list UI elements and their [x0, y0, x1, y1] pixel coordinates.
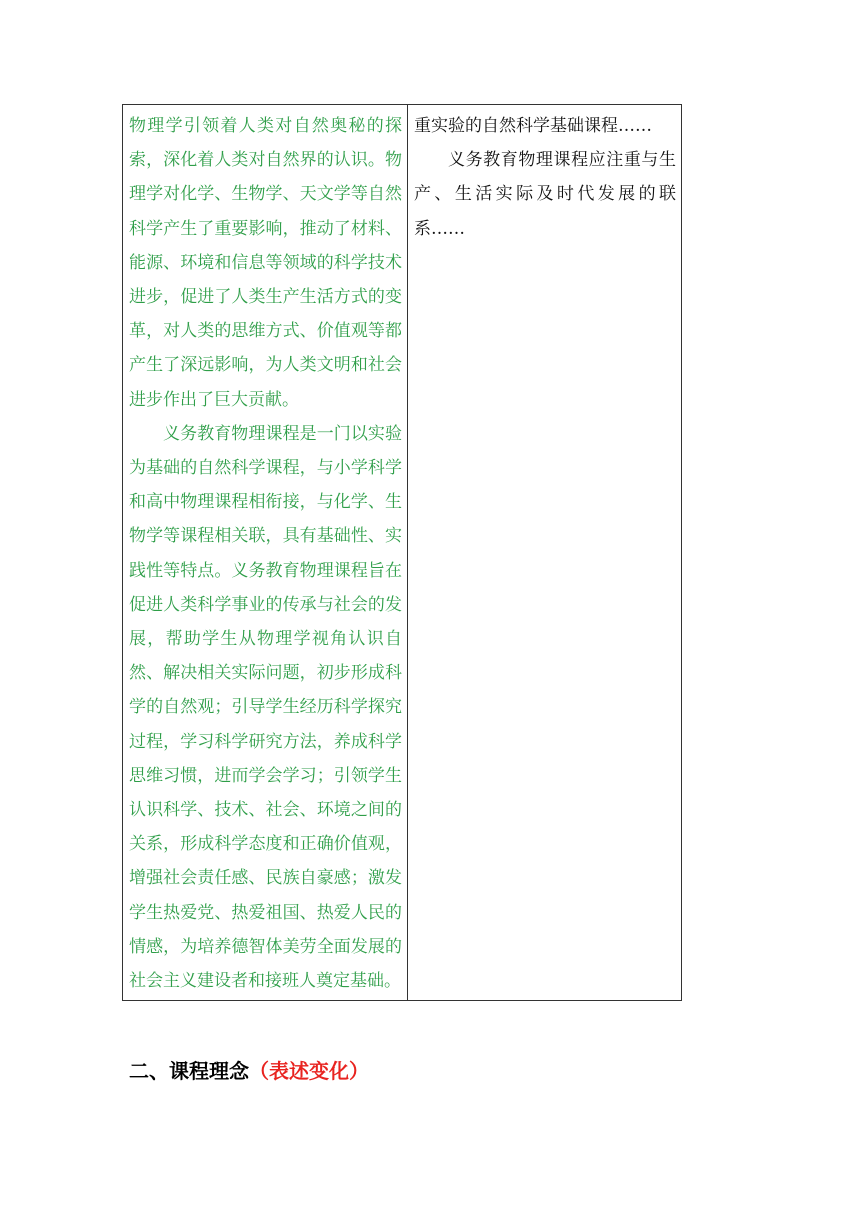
section-heading	[129, 1055, 369, 1084]
section-title: 二、课程理念	[129, 1059, 249, 1083]
new-standard-paragraph-1: 物理学引领着人类对自然奥秘的探索，深化着人类对自然界的认识。物理学对化学、生物学、天文学等自然科学产生了重要影响，推动了材料、能源、环境和信息等领域的科学技术进步，促进了人类生产生活方式的变革，对人类的思维方式、价值观等都产生了深远影响，为人类文明和社会进步作出了巨大贡献。	[129, 116, 402, 410]
old-standard-paragraph-1: 重实验的自然科学基础课程……	[414, 116, 652, 136]
old-standard-cell	[408, 105, 682, 1001]
section-note: （表述变化）	[249, 1059, 369, 1083]
old-standard-paragraph-2: 义务教育物理课程应注重与生产、生活实际及时代发展的联系……	[414, 150, 676, 239]
table-row	[123, 105, 682, 1001]
new-standard-cell	[123, 105, 408, 1001]
comparison-table	[122, 104, 682, 1001]
new-standard-paragraph-2: 义务教育物理课程是一门以实验为基础的自然科学课程，与小学科学和高中物理课程相衔接，与化学、生物学等课程相关联，具有基础性、实践性等特点。义务教育物理课程旨在促进人类科学事业的传承与社会的发展，帮助学生从物理学视角认识自然、解决相关实际问题，初步形成科学的自然观；引导学生经历科学探究过程，学习科学研究方法，养成科学思维习惯，进而学会学习；引领学生认识科学、技术、社会、环境之间的关系，形成科学态度和正确价值观，增强社会责任感、民族自豪感；激发学生热爱党、热爱祖国、热爱人民的情感，为培养德智体美劳全面发展的社会主义建设者和接班人奠定基础。	[129, 423, 402, 992]
